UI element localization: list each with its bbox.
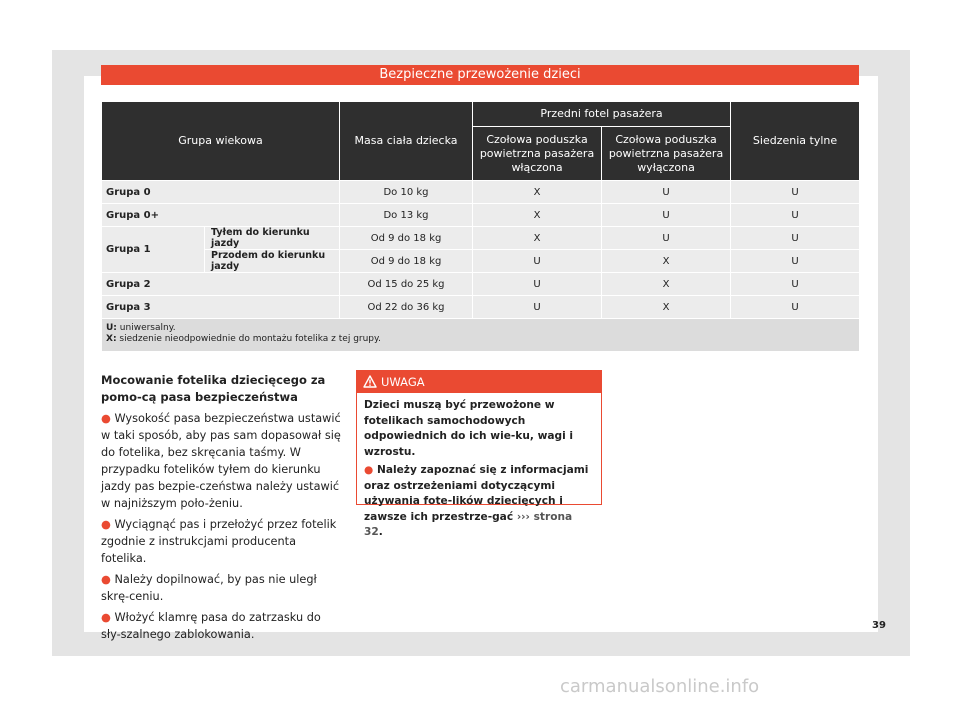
row-group: Grupa 2 [102,273,339,295]
row-airbag-on: X [473,204,601,226]
warning-box [356,370,602,538]
bullet-icon: ● [101,573,111,586]
row-mass: Do 10 kg [340,181,472,203]
row-airbag-off: X [602,250,730,272]
list-item [101,571,341,605]
warning-header [357,371,601,393]
row-rear: U [731,204,859,226]
list-item-text: Włożyć klamrę pasa do zatrzasku do sły-szalnego zablokowania. [101,611,321,641]
row-group: Grupa 0+ [102,204,339,226]
row-airbag-on: X [473,227,601,249]
row-mass: Do 13 kg [340,204,472,226]
bullet-icon: ● [364,464,374,476]
row-airbag-on: U [473,296,601,318]
warning-text: Należy zapoznać się z informacjami oraz ostrzeżeniami dotyczącymi używania fote-lików dziecięcych i zawsze ich przestrze-gać [364,464,589,523]
row-airbag-off: X [602,273,730,295]
row-group: Grupa 3 [102,296,339,318]
row-subgroup: Przodem do kierunku jazdy [205,250,339,272]
bullet-icon: ● [101,518,111,531]
row-airbag-on: U [473,250,601,272]
warning-title: UWAGA [381,375,425,389]
row-airbag-off: U [602,227,730,249]
bullet-icon: ● [101,412,111,425]
header-mass: Masa ciała dziecka [340,102,472,180]
section-title: Mocowanie fotelika dziecięcego za pomo-cą pasa bezpieczeństwa [101,373,326,404]
row-airbag-off: X [602,296,730,318]
page-reference-link[interactable]: ››› strona 32 [364,510,573,538]
list-item [101,609,341,643]
warning-body [357,393,601,549]
table-row [102,273,859,295]
list-item-text: Należy dopilnować, by pas nie uległ skrę-ceniu. [101,573,317,603]
row-airbag-off: U [602,204,730,226]
bullet-icon: ● [101,611,111,624]
warning-text-end: . [378,526,383,538]
list-item [101,516,341,567]
table-row [102,227,859,249]
list-item [101,410,341,512]
row-rear: U [731,227,859,249]
watermark: carmanualsonline.info [560,676,760,697]
header-rear-seats: Siedzenia tylne [731,102,859,180]
row-subgroup: Tyłem do kierunku jazdy [205,227,339,249]
legend-x-key: X: [106,334,117,344]
row-mass: Od 22 do 36 kg [340,296,472,318]
header-airbag-on: Czołowa poduszka powietrzna pasażera włączona [473,127,601,180]
section-banner: Bezpieczne przewożenie dzieci [101,65,859,85]
table-row [102,250,859,272]
row-mass: Od 9 do 18 kg [340,227,472,249]
list-item-text: Wysokość pasa bezpieczeństwa ustawić w taki sposób, aby pas sam dopasował się do fotelika, bez skręcania taśmy. W przypadku fotelików tyłem do kierunku jazdy pas bezpie-czeństwa należy ustawić w najniższym poło-żeniu. [101,412,341,510]
row-airbag-off: U [602,181,730,203]
row-group: Grupa 1 [102,227,204,272]
table-legend [102,319,859,351]
warning-triangle-icon [363,375,377,388]
row-mass: Od 15 do 25 kg [340,273,472,295]
row-mass: Od 9 do 18 kg [340,250,472,272]
warning-paragraph: Dzieci muszą być przewożone w fotelikach samochodowych odpowiednich do ich wie-ku, wagi i wzrostu. [364,399,574,458]
table-row [102,296,859,318]
warning-paragraph [364,463,594,541]
row-rear: U [731,273,859,295]
table-row [102,204,859,226]
row-group: Grupa 0 [102,181,339,203]
child-seat-table [101,101,860,352]
table-row [102,181,859,203]
row-airbag-on: X [473,181,601,203]
legend-u-text: uniwersalny. [119,323,176,333]
legend-u-key: U: [106,323,117,333]
page-number: 39 [872,620,886,631]
row-rear: U [731,296,859,318]
row-airbag-on: U [473,273,601,295]
instructions-column [101,372,341,647]
legend-x-text: siedzenie nieodpowiednie do montażu fotelika z tej grupy. [119,334,381,344]
row-rear: U [731,250,859,272]
header-airbag-off: Czołowa poduszka powietrzna pasażera wyłączona [602,127,730,180]
row-rear: U [731,181,859,203]
header-front-seat: Przedni fotel pasażera [473,102,730,126]
header-age-group: Grupa wiekowa [102,102,339,180]
list-item-text: Wyciągnąć pas i przełożyć przez fotelik zgodnie z instrukcjami producenta fotelika. [101,518,337,565]
